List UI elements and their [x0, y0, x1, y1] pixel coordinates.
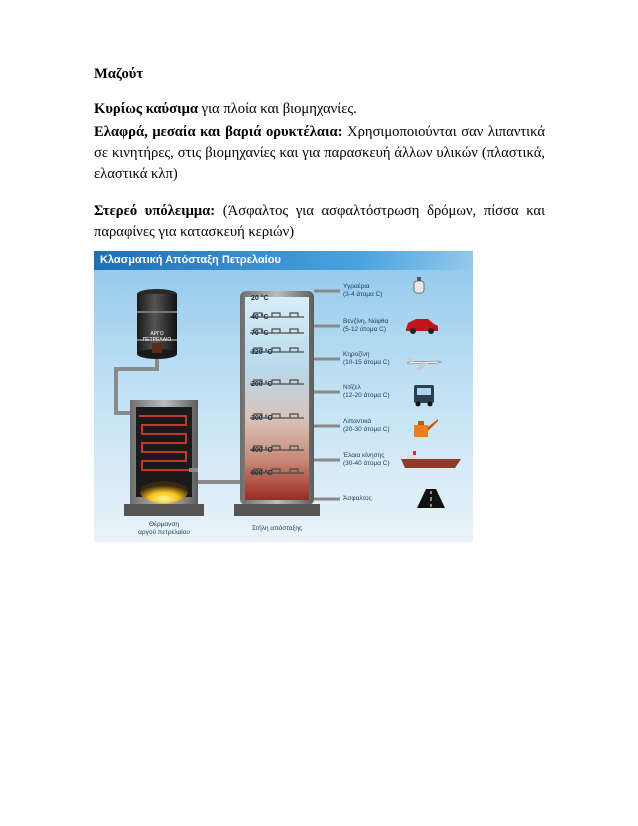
- fractional-distillation-figure: [94, 251, 473, 542]
- product-label: [343, 318, 388, 334]
- crude-oil-barrel: [137, 289, 177, 359]
- product-carbon-range: (5-12 άτομα C): [343, 326, 386, 333]
- distillation-diagram: [94, 251, 473, 542]
- heater-label-line2: αργού πετρελαίου: [138, 529, 190, 536]
- product-outlets: [314, 291, 340, 499]
- product-label: [343, 351, 390, 367]
- figure-title: Κλασματική Απόσταξη Πετρελαίου: [94, 251, 473, 270]
- heater-label: [114, 521, 214, 537]
- product-name: Βενζίνη, Νάφθα: [343, 318, 389, 325]
- product-name: Κηροζίνη: [343, 351, 370, 358]
- product-name: Υγραέρια: [343, 283, 370, 290]
- ship-icon: [401, 451, 461, 468]
- product-carbon-range: (30-40 άτομα C): [343, 460, 390, 467]
- paragraph-fuel-use-text: για πλοία και βιομηχανίες.: [198, 101, 357, 117]
- temperature-label: 300 °C: [251, 415, 273, 422]
- product-carbon-range: (12-20 άτομα C): [343, 392, 390, 399]
- heater-furnace: [124, 400, 204, 516]
- section-heading: Μαζούτ: [94, 66, 144, 82]
- product-label: [343, 283, 382, 299]
- heater-label-line1: Θέρμανση: [148, 521, 180, 528]
- product-label: [343, 452, 390, 468]
- truck-icon: [414, 385, 434, 407]
- temperature-label: 200 °C: [251, 381, 273, 388]
- product-name: Άσφαλτος: [343, 495, 372, 502]
- temperature-label: 120 °C: [251, 349, 273, 356]
- product-label: [343, 384, 390, 400]
- temperature-label: 20 °C: [251, 295, 269, 302]
- oil-can-icon: [414, 419, 438, 437]
- product-label: [343, 418, 390, 434]
- temperature-label: 500 °C: [251, 470, 273, 477]
- paragraph-mineral-oils: [94, 122, 545, 185]
- barrel-label: [137, 331, 177, 343]
- paragraph-solid-residue-bold: Στερεό υπόλειμμα:: [94, 203, 216, 219]
- paragraph-mineral-oils-text: Χρησιμοποιούνται σαν λιπαντικά σε κινητήρες, στις βιομηχανίες και για παρασκευή άλλων υλικών (πλαστικά, ελαστικά κλπ): [94, 124, 545, 182]
- column-label: Στήλη απόσταξης: [251, 525, 303, 532]
- gas-cylinder-icon: [414, 277, 424, 293]
- product-carbon-range: (3-4 άτομα C): [343, 291, 383, 298]
- barrel-label-line1: ΑΡΓΟ: [150, 331, 164, 337]
- distillation-column: [234, 291, 320, 516]
- product-name: Έλαια κίνησης: [343, 452, 385, 459]
- product-name: Ντίζελ: [343, 384, 361, 391]
- paragraph-fuel-use: [94, 99, 545, 120]
- temperature-label: 40 °C: [251, 314, 269, 321]
- paragraph-fuel-use-bold: Κυρίως καύσιμα: [94, 101, 199, 117]
- paragraph-solid-residue-text: (Άσφαλτος για ασφαλτόστρωση δρόμων, πίσσα και παραφίνες για κατασκευή κεριών): [94, 203, 545, 240]
- paragraph-mineral-oils-bold: Ελαφρά, μεσαία και βαριά ορυκτέλαια:: [94, 124, 343, 140]
- airplane-icon: [407, 357, 441, 370]
- road-icon: [417, 489, 445, 508]
- product-carbon-range: (10-15 άτομα C): [343, 359, 390, 366]
- product-label: [343, 495, 372, 503]
- temperature-label: 70 °C: [251, 330, 269, 337]
- paragraph-solid-residue: [94, 201, 545, 243]
- product-carbon-range: (20-30 άτομα C): [343, 426, 390, 433]
- car-icon: [406, 319, 438, 334]
- temperature-label: 400 °C: [251, 447, 273, 454]
- product-name: Λιπαντικά: [343, 418, 372, 425]
- barrel-label-line2: ΠΕΤΡΕΛΑΙΟ: [142, 337, 172, 343]
